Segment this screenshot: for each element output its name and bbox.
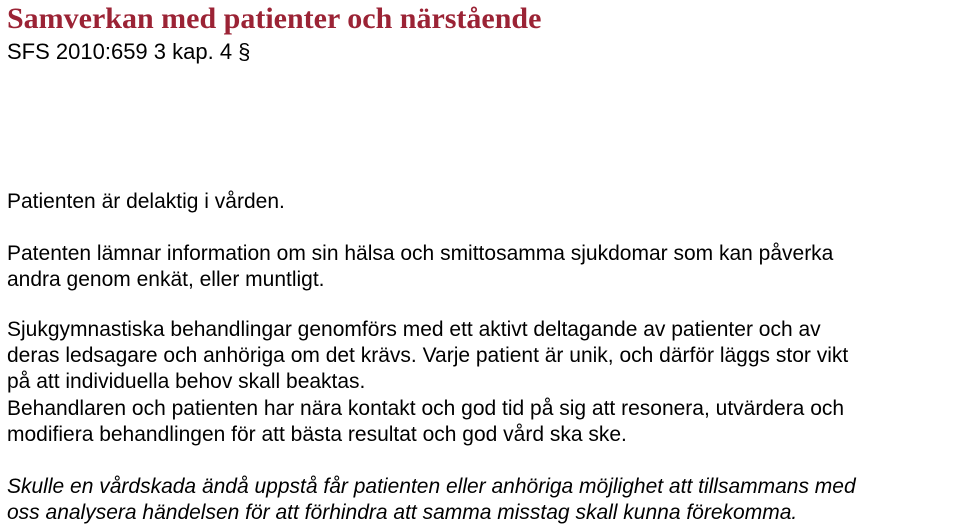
paragraph-treatments [7, 317, 848, 395]
paragraph-line: Behandlaren och patienten har nära kontakt och god tid på sig att resonera, utvärdera och [7, 397, 845, 420]
paragraph-line: andra genom enkät, eller muntligt. [7, 268, 325, 291]
paragraph-line: Patienten är delaktig i vården. [7, 190, 285, 213]
page-title: Samverkan med patienter och närstående [7, 2, 542, 35]
paragraph-health-information [7, 241, 833, 293]
paragraph-contact [7, 396, 844, 448]
paragraph-line: Patenten lämnar information om sin hälsa och smittosamma sjukdomar som kan påverka [7, 242, 834, 265]
paragraph-line: på att individuella behov skall beaktas. [7, 370, 366, 393]
paragraph-line: Sjukgymnastiska behandlingar genomförs med ett aktivt deltagande av patienter och av [7, 318, 821, 341]
paragraph-line: deras ledsagare och anhöriga om det krävs. Varje patient är unik, och därför läggs stor vikt [7, 344, 849, 367]
paragraph-participation [7, 189, 285, 215]
paragraph-line: modifiera behandlingen för att bästa resultat och god vård ska ske. [7, 423, 627, 446]
paragraph-line: oss analysera händelsen för att förhindra att samma misstag skall kunna förekomma. [7, 501, 798, 524]
law-reference: SFS 2010:659 3 kap. 4 § [7, 39, 251, 64]
paragraph-care-injury [7, 474, 856, 526]
paragraph-line: Skulle en vårdskada ändå uppstå får patienten eller anhöriga möjlighet att tillsammans med [7, 475, 856, 498]
